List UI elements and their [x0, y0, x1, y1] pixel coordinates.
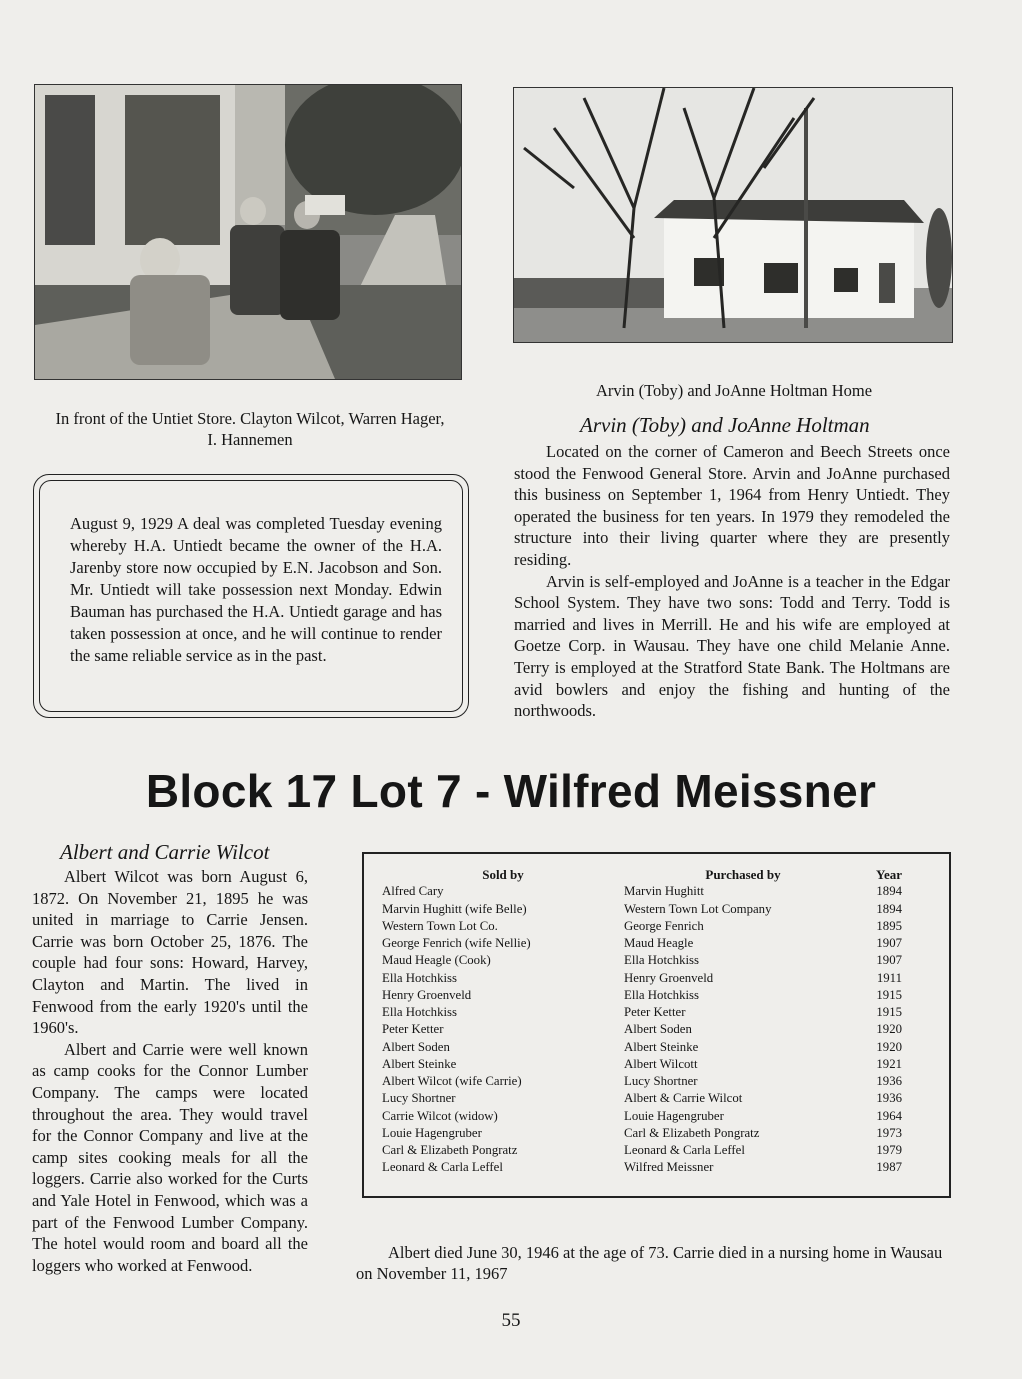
year-cell: 1915 — [876, 1005, 902, 1019]
year-cell: 1964 — [876, 1108, 902, 1123]
sold-by-cell: Albert Steinke — [382, 1056, 457, 1071]
table-row — [382, 1125, 902, 1142]
purchased-by-cell: Henry Groenveld — [624, 970, 714, 985]
table-row — [382, 935, 902, 952]
table-row — [382, 970, 902, 987]
purchased-by-cell: Louie Hagengruber — [624, 1108, 724, 1123]
year-cell: 1921 — [876, 1056, 902, 1071]
table-row — [382, 952, 902, 969]
purchased-by-cell: Albert Soden — [624, 1022, 692, 1037]
sold-by-cell: Carl & Elizabeth Pongratz — [382, 1143, 518, 1157]
table-row — [382, 1090, 902, 1107]
year-cell: 1920 — [876, 1039, 902, 1054]
page-number: 55 — [501, 1310, 521, 1331]
purchased-by-cell: George Fenrich — [624, 918, 704, 933]
sold-by-cell: Henry Groenveld — [382, 987, 472, 1002]
death-note: Albert died June 30, 1946 at the age of 73. Carrie died in a nursing home in Wausau on November 11, 1967 — [356, 1243, 943, 1283]
sold-by-cell: Peter Ketter — [382, 1022, 444, 1037]
year-cell: 1915 — [876, 987, 902, 1002]
table-row — [382, 1056, 902, 1073]
wilcot-paragraph: Albert and Carrie were well known as camp cooks for the Connor Lumber Company. The camps were located throughout the area. They would travel for the Connor Company and live at the camp sites cooking meals for all the loggers. Carrie also worked for the Curts and Yale Hotel in Fenwood, which was a part of the Fenwood Lumber Company. The hotel would room and board all the loggers who worked at Fenwood. — [32, 1039, 308, 1275]
purchased-by-cell: Maud Heagle — [624, 936, 694, 950]
right-photo-caption: Arvin (Toby) and JoAnne Holtman Home — [595, 381, 873, 400]
purchased-by-cell: Ella Hotchkiss — [624, 987, 699, 1002]
section-heading: Block 17 Lot 7 - Wilfred Meissner — [145, 765, 877, 817]
sold-by-cell: Albert Soden — [382, 1039, 450, 1054]
year-cell: 1987 — [876, 1160, 902, 1175]
purchased-by-cell: Wilfred Meissner — [624, 1160, 714, 1175]
purchased-by-cell: Peter Ketter — [624, 1005, 686, 1019]
wilcot-subhead: Albert and Carrie Wilcot — [60, 840, 270, 864]
holtman-paragraph: Located on the corner of Cameron and Beech Streets once stood the Fenwood General Store. Arvin and JoAnne purchased this business on September 1, 1964 from Henry Untiedt. They operated the business for ten years. In 1979 they remodeled the structure into their living quarter where they are presently residing. — [514, 442, 950, 569]
news-clipping-text: August 9, 1929 A deal was completed Tuesday evening whereby H.A. Untiedt became the owner of the H.A. Jarenby store now occupied by E.N. Jacobson and Son. Mr. Untiedt will take possession next Monday. Edwin Bauman has purchased the H.A. Untiedt garage and has taken possession at once, and he will continue to render the same reliable service as in the past. — [70, 514, 442, 665]
purchased-by-cell: Ella Hotchkiss — [624, 953, 699, 968]
holtman-home-photo — [513, 87, 953, 343]
purchased-by-cell: Leonard & Carla Leffel — [624, 1143, 745, 1157]
purchased-by-cell: Carl & Elizabeth Pongratz — [624, 1125, 760, 1140]
header-year: Year — [876, 867, 902, 882]
news-clipping-box — [33, 474, 469, 718]
purchased-by-cell: Albert Steinke — [624, 1039, 699, 1054]
year-cell: 1895 — [876, 918, 902, 933]
table-row — [382, 987, 902, 1004]
sold-by-cell: Louie Hagengruber — [382, 1125, 482, 1140]
header-sold-by: Sold by — [482, 867, 524, 882]
holtman-subhead: Arvin (Toby) and JoAnne Holtman — [580, 413, 870, 437]
purchased-by-cell: Lucy Shortner — [624, 1074, 698, 1088]
purchased-by-cell: Western Town Lot Company — [624, 901, 772, 916]
sold-by-cell: George Fenrich (wife Nellie) — [382, 936, 531, 950]
year-cell: 1920 — [876, 1022, 902, 1037]
table-row — [382, 883, 902, 900]
wilcot-article — [32, 866, 308, 1276]
header-purchased-by: Purchased by — [705, 867, 781, 882]
sold-by-cell: Maud Heagle (Cook) — [382, 953, 491, 968]
sold-by-cell: Ella Hotchkiss — [382, 970, 457, 985]
table-row — [382, 1021, 902, 1038]
year-cell: 1907 — [876, 936, 902, 950]
wilcot-paragraph: Albert Wilcot was born August 6, 1872. On November 21, 1895 he was united in marriage to Carrie Jensen. Carrie was born October 25, 1876. The couple had four sons: Howard, Harvey, Clayton and Martin. The lived in Fenwood from the early 1920's until the 1960's. — [32, 867, 308, 1038]
year-cell: 1894 — [876, 901, 902, 916]
holtman-article — [514, 441, 950, 722]
sold-by-cell: Alfred Cary — [382, 884, 444, 899]
purchased-by-cell: Marvin Hughitt — [624, 884, 704, 899]
sold-by-cell: Leonard & Carla Leffel — [382, 1160, 503, 1175]
year-cell: 1894 — [876, 884, 902, 899]
sold-by-cell: Ella Hotchkiss — [382, 1005, 457, 1019]
sold-by-cell: Carrie Wilcot (widow) — [382, 1108, 498, 1123]
year-cell: 1907 — [876, 953, 902, 968]
sold-by-cell: Albert Wilcot (wife Carrie) — [382, 1074, 522, 1088]
table-row — [382, 1004, 902, 1021]
year-cell: 1973 — [876, 1125, 902, 1140]
year-cell: 1979 — [876, 1143, 902, 1157]
purchased-by-cell: Albert Wilcott — [624, 1056, 698, 1071]
table-row — [382, 1159, 902, 1176]
sold-by-cell: Lucy Shortner — [382, 1091, 456, 1106]
year-cell: 1936 — [876, 1091, 902, 1106]
table-row — [382, 1142, 902, 1159]
table-row — [382, 1073, 902, 1090]
sold-by-cell: Western Town Lot Co. — [382, 918, 498, 933]
table-row — [382, 918, 902, 935]
year-cell: 1911 — [876, 970, 902, 985]
purchased-by-cell: Albert & Carrie Wilcot — [624, 1091, 743, 1106]
table-row — [382, 1108, 902, 1125]
deed-history-table — [382, 866, 902, 1177]
year-cell: 1936 — [876, 1074, 902, 1088]
table-row — [382, 1039, 902, 1056]
untiet-store-photo — [34, 84, 462, 380]
deed-history-table-box — [362, 852, 951, 1198]
sold-by-cell: Marvin Hughitt (wife Belle) — [382, 901, 527, 916]
table-row — [382, 901, 902, 918]
left-photo-caption: In front of the Untiet Store. Clayton Wilcot, Warren Hager, I. Hannemen — [55, 409, 445, 449]
holtman-paragraph: Arvin is self-employed and JoAnne is a teacher in the Edgar School System. They have two sons: Todd and Terry. Todd is married and lives in Merrill. He and his wife are employed at Goetze Corp. in Wausau. They have one child Melanie Anne. Terry is employed at the Stratford State Bank. The Holtmans are avid bowlers and enjoy the fishing and hunting of the northwoods. — [514, 571, 950, 721]
